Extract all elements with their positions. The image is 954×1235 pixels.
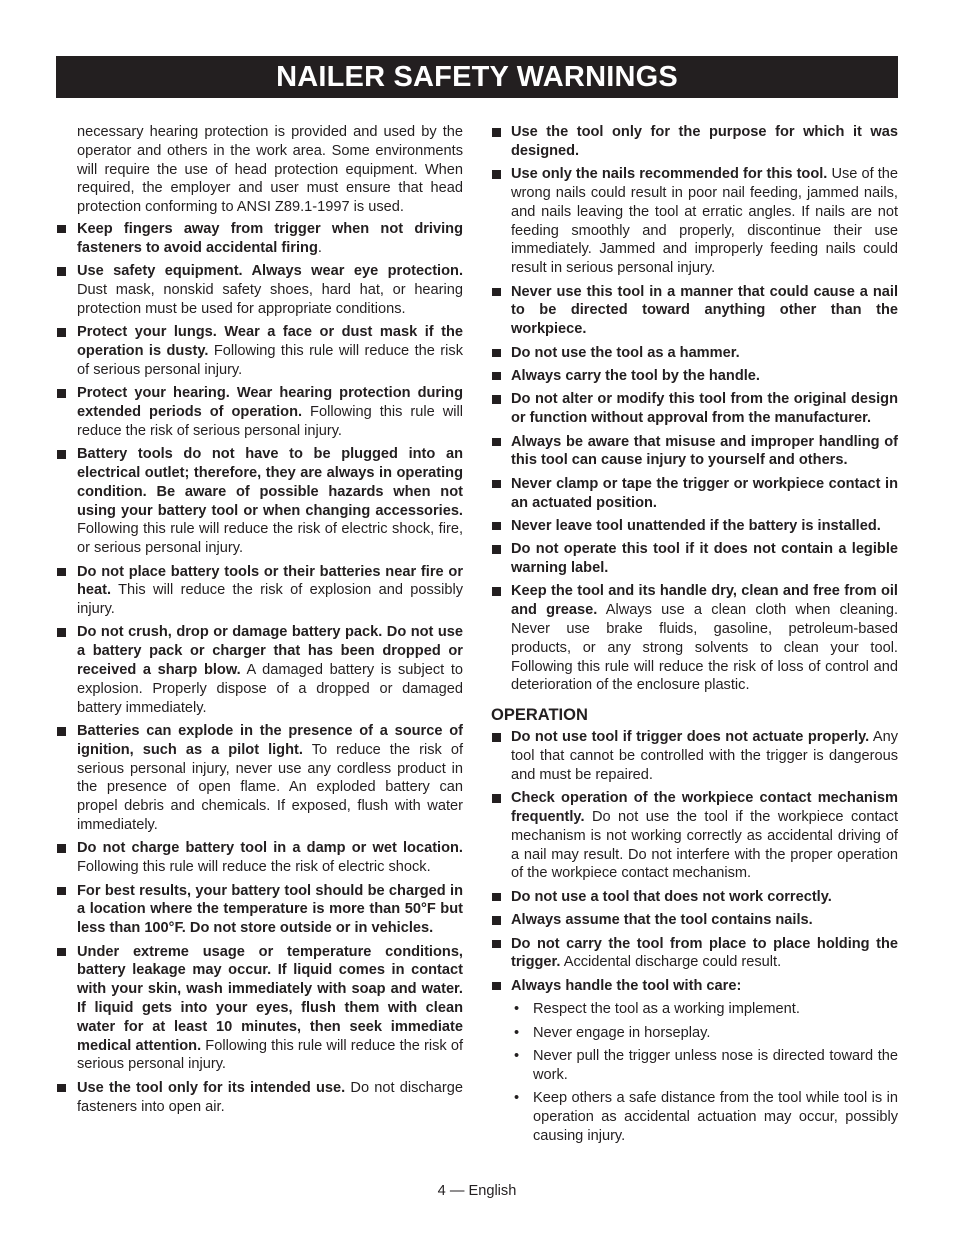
warning-bold-text: Use only the nails recommended for this tool. — [511, 166, 828, 183]
square-bullet-icon — [492, 940, 501, 949]
warning-body-text: Dust mask, nonskid safety shoes, hard hat, or hearing protection must be used for appropriate conditions. — [77, 281, 463, 317]
warning-bold-text: Check operation of the workpiece contact mechanism frequently. — [511, 790, 898, 826]
dot-bullet-icon: • — [514, 1090, 520, 1107]
care-sub-item-text: Respect the tool as a working implement. — [533, 1001, 800, 1018]
warning-item — [56, 839, 463, 877]
warning-body-text: Following this rule will reduce the risk of serious personal injury. — [77, 342, 463, 378]
square-bullet-icon — [492, 893, 501, 902]
care-sub-item — [491, 1089, 898, 1145]
warning-bold-text: Use the tool only for the purpose for which it was designed. — [511, 124, 898, 159]
warning-bold-text: Protect your hearing. Wear hearing protection during extended periods of operation. — [77, 385, 463, 420]
warning-bold-text: For best results, your battery tool should be charged in a location where the temperature is more than 50°F but less than 100°F. Do not store outside or in vehicles. — [77, 882, 463, 937]
square-bullet-icon — [492, 128, 501, 137]
care-sub-item-text: Never engage in horseplay. — [533, 1024, 711, 1041]
operation-heading: OPERATION — [491, 706, 588, 725]
warning-body-text: Following this rule will reduce the risk of serious personal injury. — [77, 1037, 463, 1073]
warning-item — [56, 220, 463, 258]
square-bullet-icon — [57, 887, 66, 896]
warning-bold-text: Never use this tool in a manner that could cause a nail to be directed toward anything other than the workpiece. — [511, 283, 898, 338]
operation-list — [491, 728, 898, 995]
warning-item — [491, 582, 898, 695]
warning-item — [56, 262, 463, 318]
square-bullet-icon — [492, 982, 501, 991]
warning-item — [56, 563, 463, 619]
warning-item — [56, 323, 463, 379]
warning-item — [56, 1079, 463, 1117]
warning-bold-text: Batteries can explode in the presence of a source of ignition, such as a pilot light. — [77, 723, 463, 758]
warning-body-text: Any tool that cannot be controlled with the trigger is dangerous and must be repaired. — [511, 729, 898, 783]
warning-item — [491, 283, 898, 339]
warning-bold-text: Always handle the tool with care: — [511, 977, 742, 994]
square-bullet-icon — [57, 628, 66, 637]
warning-bold-text: Do not crush, drop or damage battery pack. Do not use a battery pack or charger that has been dropped or received a sharp blow. — [77, 624, 463, 679]
square-bullet-icon — [57, 328, 66, 337]
square-bullet-icon — [492, 794, 501, 803]
square-bullet-icon — [492, 522, 501, 531]
warning-item — [491, 344, 898, 363]
warning-bold-text: Use the tool only for its intended use. — [77, 1079, 346, 1096]
warning-item — [56, 445, 463, 558]
dot-bullet-icon: • — [514, 1024, 520, 1041]
warning-item — [56, 384, 463, 440]
warning-body-text: Following this rule will reduce the risk of serious personal injury. — [77, 403, 463, 439]
care-sub-item-text: Keep others a safe distance from the tool while tool is in operation as accidental actuation may occur, possibly causing injury. — [533, 1090, 898, 1144]
square-bullet-icon — [57, 450, 66, 459]
square-bullet-icon — [57, 267, 66, 276]
warning-bold-text: Never clamp or tape the trigger or workpiece contact in an actuated position. — [511, 475, 898, 511]
warning-body-text: To reduce the risk of serious personal injury, never use any cordless product in the presence of open flame. An exploded battery can propel debris and chemicals. If exposed, flush with water immediately. — [77, 741, 463, 834]
warning-body-text: A damaged battery is subject to explosion. Properly dispose of a dropped or damaged battery immediately. — [77, 662, 464, 716]
square-bullet-icon — [57, 948, 66, 957]
warning-body-text: Always use a clean cloth when cleaning. Never use brake fluids, gasoline, petroleum-based products, or any strong solvents to clean your tool. Following this rule will reduce the risk of loss of control and deterioration of the enclosure plastic. — [511, 602, 898, 694]
warning-item — [491, 935, 898, 973]
warning-body-text: This will reduce the risk of explosion and possibly injury. — [77, 582, 463, 618]
warning-item — [56, 623, 463, 717]
care-sub-item — [491, 1024, 898, 1043]
square-bullet-icon — [492, 288, 501, 297]
warning-item — [491, 390, 898, 428]
square-bullet-icon — [492, 545, 501, 554]
warning-item — [491, 123, 898, 161]
square-bullet-icon — [57, 844, 66, 853]
warning-item — [491, 977, 898, 996]
warning-bold-text: Use safety equipment. Always wear eye protection. — [77, 263, 463, 280]
warning-item — [491, 789, 898, 883]
square-bullet-icon — [492, 916, 501, 925]
warning-body-text: Do not use the tool if the workpiece contact mechanism is not working correctly as accidental driving of a nail may result. Do not interfere with the proper operation of the workpiece contact mechanism. — [511, 809, 898, 882]
intro-paragraph: necessary hearing protection is provided and used by the operator and others in the work area. Some environments will require the use of head protection equipment. When required, the employer and user must ensure that head protection conforming to ANSI Z89.1-1997 is used. — [77, 124, 463, 216]
warning-bold-text: Keep the tool and its handle dry, clean and free from oil and grease. — [511, 583, 898, 619]
square-bullet-icon — [57, 225, 66, 234]
warning-bold-text: Always be aware that misuse and improper handling of this tool can cause injury to yourself and others. — [511, 433, 898, 469]
square-bullet-icon — [57, 1084, 66, 1093]
page-title: NAILER SAFETY WARNINGS — [56, 56, 898, 98]
care-sub-item-text: Never pull the trigger unless nose is directed toward the work. — [533, 1047, 898, 1083]
warning-bold-text: Do not carry the tool from place to place holding the trigger. — [511, 935, 898, 971]
warning-item — [56, 882, 463, 938]
warning-bold-text: Never leave tool unattended if the battery is installed. — [511, 517, 881, 534]
warning-bold-text: Always assume that the tool contains nails. — [511, 912, 813, 929]
warning-bold-text: Do not charge battery tool in a damp or wet location. — [77, 840, 463, 857]
warning-body-text: Use of the wrong nails could result in poor nail feeding, jammed nails, and nails leaving the tool at erratic angles. If nails are not feeding smoothly and properly, discontinue their use immediately. Jammed and improperly feeding nails could result in serious personal injury. — [511, 166, 898, 277]
warning-body-text: . — [317, 239, 322, 256]
warning-item — [56, 722, 463, 835]
square-bullet-icon — [57, 568, 66, 577]
square-bullet-icon — [492, 733, 501, 742]
warning-bold-text: Do not operate this tool if it does not contain a legible warning label. — [511, 541, 898, 577]
warning-bold-text: Do not use the tool as a hammer. — [511, 344, 740, 361]
warning-item — [491, 888, 898, 907]
warning-bold-text: Do not alter or modify this tool from the original design or function without approval from the manufacturer. — [511, 391, 898, 427]
square-bullet-icon — [492, 372, 501, 381]
warning-bold-text: Keep fingers away from trigger when not driving fasteners to avoid accidental firing — [77, 220, 463, 256]
warning-item — [491, 540, 898, 578]
right-column — [491, 123, 898, 1150]
warning-bold-text: Protect your lungs. Wear a face or dust mask if the operation is dusty. — [77, 324, 463, 359]
care-sublist — [491, 1000, 898, 1145]
left-column — [56, 123, 463, 1121]
square-bullet-icon — [57, 389, 66, 398]
warning-bold-text: Do not place battery tools or their batteries near fire or heat. — [77, 563, 463, 599]
warning-item — [491, 911, 898, 930]
warning-item — [491, 165, 898, 278]
warning-bold-text: Do not use a tool that does not work correctly. — [511, 888, 832, 905]
warning-body-text: Accidental discharge could result. — [560, 954, 782, 971]
care-sub-item — [491, 1000, 898, 1019]
page-footer: 4 — English — [437, 1183, 517, 1199]
square-bullet-icon — [492, 438, 501, 447]
warning-body-text: Do not discharge fasteners into open air. — [77, 1079, 464, 1115]
warning-item — [491, 517, 898, 536]
warning-bold-text: Always carry the tool by the handle. — [511, 367, 760, 384]
square-bullet-icon — [492, 349, 501, 358]
care-sub-item — [491, 1047, 898, 1085]
square-bullet-icon — [492, 395, 501, 404]
warning-item — [56, 943, 463, 1075]
square-bullet-icon — [492, 587, 501, 596]
warning-item — [491, 367, 898, 386]
warning-item — [491, 728, 898, 784]
dot-bullet-icon: • — [514, 1001, 520, 1018]
square-bullet-icon — [492, 170, 501, 179]
warning-item — [491, 433, 898, 471]
warning-bold-text: Under extreme usage or temperature conditions, battery leakage may occur. If liquid comes in contact with your skin, wash immediately with soap and water. If liquid gets into your eyes, flush them with clean water for at least 10 minutes, then seek immediate medical attention. — [77, 943, 463, 1054]
left-warning-list — [56, 220, 463, 1116]
warning-body-text: Following this rule will reduce the risk of electric shock, fire, or serious personal injury. — [77, 521, 463, 557]
warning-bold-text: Battery tools do not have to be plugged into an electrical outlet; therefore, they are always in operating condition. Be aware of possible hazards when not using your battery tool or when changing accessories. — [77, 446, 463, 519]
square-bullet-icon — [57, 727, 66, 736]
warning-body-text: Following this rule will reduce the risk of electric shock. — [77, 859, 431, 876]
warning-item — [491, 475, 898, 513]
warning-bold-text: Do not use tool if trigger does not actuate properly. — [511, 729, 870, 746]
square-bullet-icon — [492, 480, 501, 489]
right-warning-list — [491, 123, 898, 695]
dot-bullet-icon: • — [514, 1047, 520, 1064]
